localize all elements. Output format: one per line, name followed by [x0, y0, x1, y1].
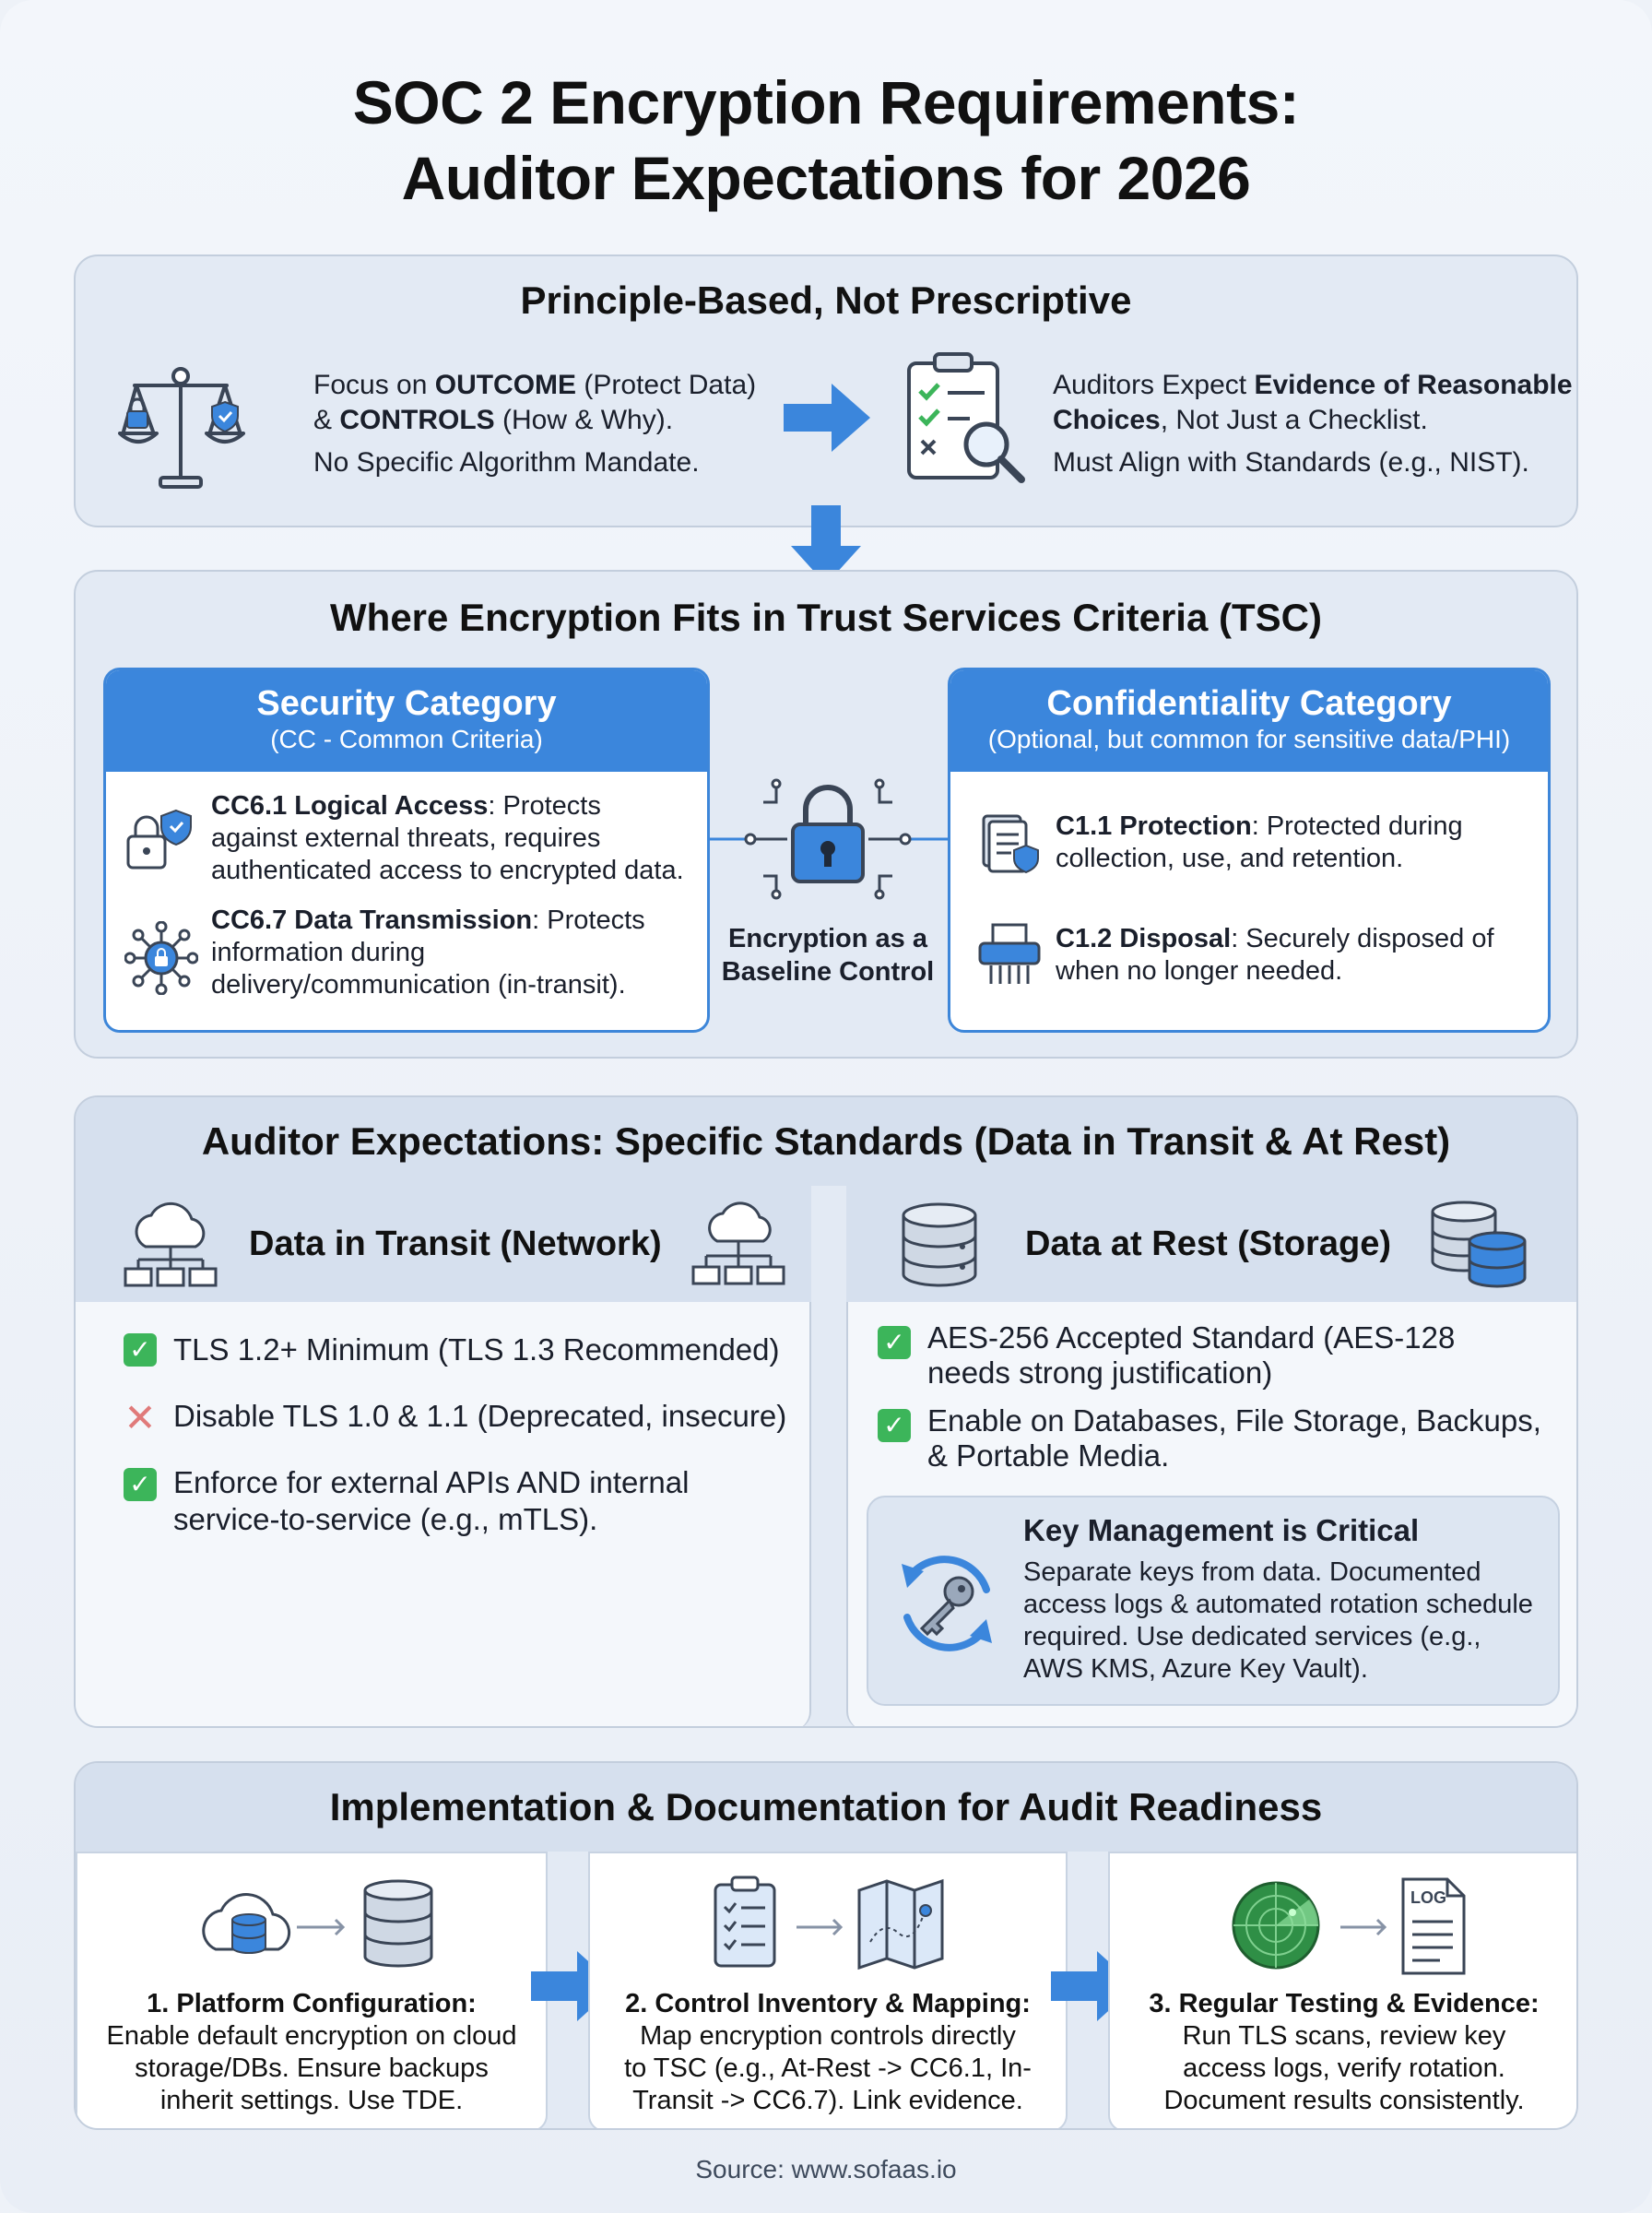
network-servers-icon: [688, 1199, 789, 1291]
source-credit: Source: www.sofaas.io: [695, 2155, 957, 2183]
document-shield-icon: [976, 811, 1043, 877]
implementation-step-2: [588, 1852, 1068, 2130]
security-category-sub: (CC - Common Criteria): [270, 725, 543, 753]
key-rotation-icon: [887, 1544, 1007, 1663]
transit-header: [76, 1186, 811, 1302]
step-2-text: 2. Control Inventory & Mapping: Map encryption controls directly to TSC (e.g., At-Rest -> CC6.1, In- Transit -> CC6.7). Link evidence.: [624, 1989, 1032, 2115]
step-1-text: 1. Platform Configuration: Enable default encryption on cloud storage/DBs. Ensure backups inherit settings. Use TDE.: [106, 1989, 517, 2115]
c12-item: C1.2 Disposal: Securely disposed of when no longer needed.: [1056, 924, 1494, 986]
principle-left-line-3: No Specific Algorithm Mandate.: [313, 447, 700, 478]
tsc-title: Where Encryption Fits in Trust Services Criteria (TSC): [330, 596, 1322, 639]
transit-item-3: Enforce for external APIs AND internal service-to-service (e.g., mTLS).: [173, 1465, 690, 1536]
checklist-magnifier-icon: [902, 349, 1031, 487]
cc61-item: CC6.1 Logical Access: Protects against external threats, requires authenticated access to encrypted data.: [211, 791, 684, 885]
cc67-item: CC6.7 Data Transmission: Protects information during delivery/communication (in-transit).: [211, 905, 645, 1000]
title-line-2: Auditor Expectations for 2026: [401, 144, 1251, 212]
cloud-network-icon: [120, 1199, 221, 1291]
check-icon: ✓: [124, 1468, 157, 1501]
check-icon: ✓: [878, 1326, 911, 1359]
standards-panel: [74, 1095, 1578, 1728]
key-management-box: [867, 1496, 1560, 1706]
tsc-panel: [74, 570, 1578, 1059]
security-category-card: [103, 668, 710, 1033]
check-icon: ✓: [878, 1409, 911, 1442]
principle-right-line-2: Choices, Not Just a Checklist.: [1053, 405, 1428, 435]
confidentiality-category-card: [948, 668, 1551, 1033]
security-category-header: [106, 670, 707, 772]
confidentiality-category-heading: Confidentiality Category: [1046, 684, 1452, 723]
network-lock-icon: [124, 921, 198, 995]
lock-shield-icon: [124, 807, 195, 873]
confidentiality-category-header: [950, 670, 1548, 772]
principle-left-line-2: & CONTROLS (How & Why).: [313, 405, 674, 435]
check-icon: ✓: [124, 1333, 157, 1367]
shredder-icon: [976, 921, 1043, 988]
radar-to-log-icon: [1228, 1876, 1468, 1977]
transit-item-1: TLS 1.2+ Minimum (TLS 1.3 Recommended): [173, 1332, 780, 1367]
page-title: [0, 65, 1652, 216]
circuit-lock-icon: [708, 775, 948, 904]
database-icon: [898, 1199, 981, 1291]
log-label: LOG: [1410, 1888, 1446, 1907]
encryption-baseline-label: Encryption as a Baseline Control: [721, 924, 935, 987]
principle-right-line-1: Auditors Expect Evidence of Reasonable: [1053, 370, 1573, 400]
rest-item-1: AES-256 Accepted Standard (AES-128 needs strong justification): [927, 1320, 1456, 1390]
database-stack-icon: [1427, 1199, 1528, 1291]
key-management-text: Separate keys from data. Documented access logs & automated rotation schedule required. Use dedicated services (e.g., AWS KMS, Azure Key Vault).: [1023, 1557, 1533, 1684]
principle-panel: [74, 254, 1578, 527]
cloud-to-database-icon: [188, 1876, 446, 1977]
title-line-1: SOC 2 Encryption Requirements:: [352, 68, 1300, 136]
checklist-to-map-icon: [712, 1876, 951, 1977]
confidentiality-category-sub: (Optional, but common for sensitive data/PHI): [987, 725, 1511, 753]
x-icon: ✕: [124, 1396, 157, 1439]
principle-right-line-3: Must Align with Standards (e.g., NIST).: [1053, 447, 1529, 478]
step-3-text: 3. Regular Testing & Evidence: Run TLS scans, review key access logs, verify rotation. Document results consistently.: [1149, 1989, 1540, 2115]
rest-heading: Data at Rest (Storage): [1025, 1225, 1391, 1263]
implementation-panel: [74, 1761, 1578, 2130]
standards-title: Auditor Expectations: Specific Standards (Data in Transit & At Rest): [201, 1119, 1451, 1163]
rest-header: [846, 1186, 1578, 1302]
implementation-step-1: [76, 1852, 548, 2130]
implementation-title: Implementation & Documentation for Audit Readiness: [329, 1785, 1323, 1828]
scales-lock-shield-icon: [116, 349, 245, 496]
rest-item-2: Enable on Databases, File Storage, Backups, & Portable Media.: [927, 1403, 1541, 1473]
security-category-heading: Security Category: [256, 684, 557, 723]
key-management-heading: Key Management is Critical: [1023, 1513, 1420, 1547]
c11-item: C1.1 Protection: Protected during collection, use, and retention.: [1056, 811, 1463, 873]
transit-item-2: Disable TLS 1.0 & 1.1 (Deprecated, insecure): [173, 1399, 787, 1433]
arrow-right-icon: [784, 382, 872, 454]
principle-title: Principle-Based, Not Prescriptive: [520, 278, 1132, 322]
implementation-step-3: [1108, 1852, 1578, 2130]
principle-left-line-1: Focus on OUTCOME (Protect Data): [313, 370, 757, 400]
transit-heading: Data in Transit (Network): [249, 1225, 662, 1263]
